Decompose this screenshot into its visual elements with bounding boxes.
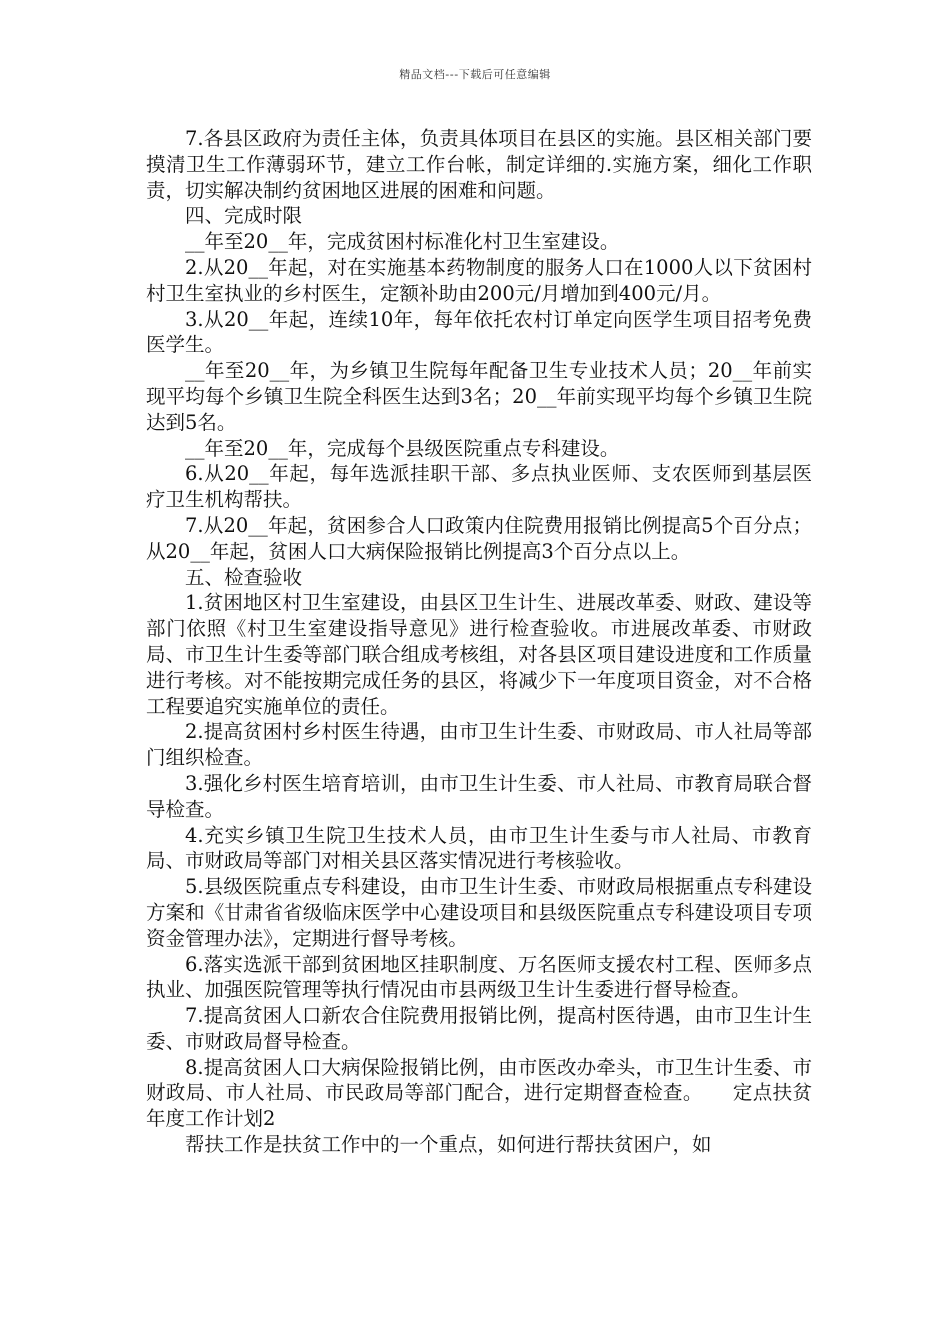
paragraph: 4.充实乡镇卫生院卫生技术人员，由市卫生计生委与市人社局、市教育局、市财政局等部门对相关县区落实情况进行考核验收。 [146,823,812,873]
paragraph: 7.从20__年起，贫困参合人口政策内住院费用报销比例提高5个百分点；从20__年起，贫困人口大病保险报销比例提高3个百分点以上。 [146,513,812,563]
paragraph: __年至20__年，完成贫困村标准化村卫生室建设。 [185,230,620,254]
paragraph: 6.落实选派干部到贫困地区挂职制度、万名医师支援农村工程、医师多点执业、加强医院管理等执行情况由市县两级卫生计生委进行督导检查。 [146,952,812,1002]
paragraph: 帮扶工作是扶贫工作中的一个重点，如何进行帮扶贫困户，如 [185,1133,712,1157]
paragraph: 5.县级医院重点专科建设，由市卫生计生委、市财政局根据重点专科建设方案和《甘肃省省级临床医学中心建设项目和县级医院重点专科建设项目专项资金管理办法》，定期进行督导考核。 [146,875,812,950]
paragraph: 7.各县区政府为责任主体，负责具体项目在县区的实施。县区相关部门要摸清卫生工作薄弱环节，建立工作台帐，制定详细的.实施方案，细化工作职责，切实解决制约贫困地区进展的困难和问题。 [146,127,812,202]
section-heading: 五、检查验收 [185,565,303,589]
paragraph: __年至20__年，完成每个县级医院重点专科建设。 [185,436,620,460]
paragraph: __年至20__年，为乡镇卫生院每年配备卫生专业技术人员；20__年前实现平均每个乡镇卫生院全科医生达到3名；20__年前实现平均每个乡镇卫生院达到5名。 [146,359,812,434]
page-header: 精品文档---下载后可任意编辑 [399,68,551,81]
paragraph: 1.贫困地区村卫生室建设，由县区卫生计生、进展改革委、财政、建设等部门依照《村卫生室建设指导意见》进行检查验收。市进展改革委、市财政局、市卫生计生委等部门联合组成考核组，对各县区项目建设进度和工作质量进行考核。对不能按期完成任务的县区，将减少下一年度项目资金，对不合格工程要追究实施单位的责任。 [146,591,812,718]
section-heading: 四、完成时限 [185,204,303,228]
paragraph: 2.提高贫困村乡村医生待遇，由市卫生计生委、市财政局、市人社局等部门组织检查。 [146,720,812,770]
paragraph: 3.强化乡村医生培育培训，由市卫生计生委、市人社局、市教育局联合督导检查。 [146,771,812,821]
paragraph: 7.提高贫困人口新农合住院费用报销比例，提高村医待遇，由市卫生计生委、市财政局督导检查。 [146,1004,812,1053]
document-body [146,126,812,1158]
paragraph: 3.从20__年起，连续10年，每年依托农村订单定向医学生项目招考免费医学生。 [146,307,812,357]
paragraph: 2.从20__年起，对在实施基本药物制度的服务人口在1000人以下贫困村村卫生室执业的乡村医生，定额补助由200元/月增加到400元/月。 [146,255,812,305]
paragraph: 6.从20__年起，每年选派挂职干部、多点执业医师、支农医师到基层医疗卫生机构帮扶。 [146,462,812,512]
paragraph: 8.提高贫困人口大病保险报销比例，由市医改办牵头，市卫生计生委、市财政局、市人社局、市民政局等部门配合，进行定期督查检查。 定点扶贫年度工作计划2 [146,1055,812,1131]
